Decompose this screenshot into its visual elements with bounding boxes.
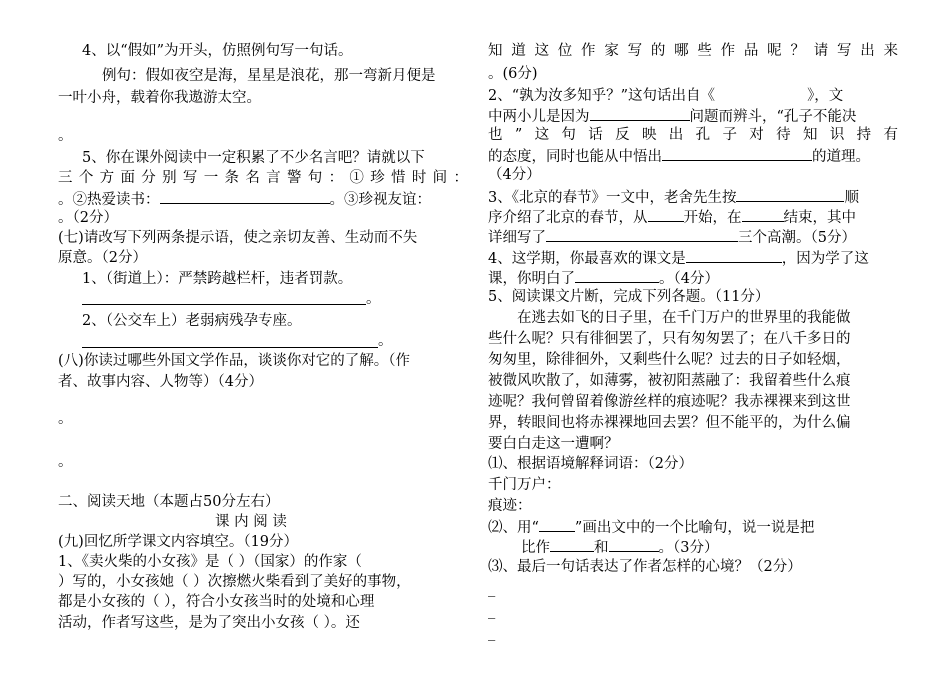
r-q5-sub2-and: 和 [594, 540, 609, 556]
q5-read-label: 。②热爱读书： [58, 192, 160, 208]
r-q3-from-label: 序介绍了北京的春节，从 [488, 210, 648, 226]
passage-line4: 被微风吹散了，如薄雾，被初阳蒸融了：我留着些什么痕 [488, 373, 851, 389]
r-q2-line1 [488, 86, 843, 105]
r-q5-sub3: ⑶、最后一句话表达了作者怎样的心境？（2分） [488, 559, 802, 575]
r-q3-detail-end: 三个高潮。（5分） [738, 230, 856, 246]
q5-title: 5、你在课外阅读中一定积累了不少名言吧？请就以下 [82, 150, 425, 166]
r-q2-line3: 也”这句话反映出孔子对待知识持有 [488, 127, 898, 143]
sec7-item1-rule[interactable] [82, 304, 366, 305]
passage-line6: 界，转眼间也将赤裸裸地回去罢？但不能平的，为什么偏 [488, 415, 851, 431]
sec7-title-cont: 原意。（2分） [58, 250, 147, 266]
r-q4-understood-blank[interactable] [575, 268, 659, 283]
r-q5-sub2-mark-blank [539, 517, 575, 532]
r-q5-sub3-answer3: _ [488, 625, 496, 641]
r-cont-line2: 。(6分) [488, 66, 538, 82]
q4-example-line2: 一叶小舟，载着你我遨游太空。 [58, 90, 261, 106]
passage-line2: 些什么呢？只有徘徊罢了，只有匆匆罢了；在八千多日的 [488, 331, 851, 347]
r-q4-favorite-blank[interactable] [686, 248, 782, 263]
q5-line2: 三个方面分别写一条名言警句：①珍惜时间： [58, 170, 468, 186]
q4-title: 4、以“假如”为开头，仿照例句写一句话。 [82, 43, 353, 59]
q4-example-line1: 例句：假如夜空是海，星星是浪花，那一弯新月便是 [102, 68, 436, 84]
r-q4-line2 [488, 268, 719, 288]
q4-answer-end: 。 [58, 128, 73, 144]
passage-line5: 迹呢？我何曾留着像游丝样的痕迹呢？我赤裸裸来到这世 [488, 394, 851, 410]
r-q3-end-text: 结束，其中 [783, 210, 856, 226]
r-q4-label: 4、这学期，你最喜欢的课文是 [488, 251, 686, 267]
sec9-q1-line1: 1、《卖火柴的小女孩》是（ ）（国家）的作家（ [58, 554, 362, 570]
r-q2-score: （4分） [488, 167, 541, 183]
r-q2-end: 的道理。 [812, 149, 870, 165]
r-q5-sub2-compare-label: 比作 [521, 540, 550, 556]
r-cont-line1: 知道这位作家写的哪些作品呢？请写出来 [488, 43, 898, 59]
r-q3-at-label: 开始，在 [683, 210, 742, 226]
r-q5-sub2-blank1[interactable] [550, 537, 594, 552]
sec7-item2-end: 。 [378, 333, 393, 349]
part2-title: 二、阅读天地（本题占50分左右） [58, 494, 280, 510]
r-q3-order-blank[interactable] [736, 187, 844, 202]
r-q4-score: 。（4分） [659, 271, 719, 287]
q5-read-blank[interactable] [160, 189, 330, 204]
sec9-q1-line2: ）写的，小女孩她（ ）次擦燃火柴看到了美好的事物， [58, 574, 411, 590]
r-q5-sub3-answer2: _ [488, 603, 496, 619]
r-q5-sub1: ⑴、根据语境解释词语：（2分） [488, 456, 693, 472]
r-q5-sub2-text: ”画出文中的一个比喻句，说一说是把 [574, 520, 815, 536]
r-q2-line4 [488, 146, 870, 166]
r-q5-sub2-line2 [521, 537, 718, 557]
r-q2-line2 [488, 106, 856, 126]
r-q3-start-blank[interactable] [648, 207, 684, 222]
r-q5-sub3-answer1: _ [488, 581, 496, 597]
r-q3-line1 [488, 187, 859, 207]
passage-line1: 在逃去如飞的日子里，在千门万户的世界里的我能做 [517, 310, 851, 326]
sec7-item1: 1、（街道上）：严禁跨越栏杆，违者罚款。 [82, 271, 353, 287]
r-q5-sub1-word1: 千门万户： [488, 477, 561, 493]
r-q3-end-blank[interactable] [742, 207, 784, 222]
r-q3-detail-blank[interactable] [546, 227, 738, 242]
r-q2-quote: 问题而辨斗，“孔子不能决 [689, 109, 857, 125]
sec8-title-cont: 者、故事内容、人物等）（4分） [58, 374, 263, 390]
r-q2-source-blank[interactable] [715, 86, 807, 100]
sec7-item2-rule[interactable] [82, 347, 378, 348]
sec9-q1-line4: 活动，作者写这些，是为了突出小女孩（ ）。还 [58, 615, 360, 631]
r-q2-reason-label: 中两小儿是因为 [488, 109, 590, 125]
r-q2-learn-label: 的态度，同时也能从中悟出 [488, 149, 662, 165]
passage-line3: 匆匆里，除徘徊外，又剩些什么呢？过去的日子如轻烟， [488, 352, 851, 368]
r-q4-understood-label: 课，你明白了 [488, 271, 575, 287]
sec8-answer-end2: 。 [58, 454, 73, 470]
r-q3-label: 3、《北京的春节》一文中，老舍先生按 [488, 190, 737, 206]
q5-friend-label: 。③珍视友谊： [329, 192, 431, 208]
r-q3-shun: 顺 [844, 190, 859, 206]
in-class-reading-heading: 课 内 阅 读 [215, 514, 287, 530]
q5-line3 [58, 189, 431, 209]
r-q5-sub2-blank2[interactable] [609, 537, 659, 552]
r-q3-line3 [488, 227, 856, 247]
r-q2-prefix: 2、“孰为汝多知乎？”这句话出自《 [488, 88, 716, 104]
r-q5-sub1-word2: 痕迹： [488, 498, 532, 514]
r-q5-title: 5、阅读课文片断，完成下列各题。（11分） [488, 289, 770, 305]
r-q5-sub2-score: 。（3分） [658, 540, 719, 556]
sec7-item1-end: 。 [366, 291, 381, 307]
r-q4-line1 [488, 248, 869, 268]
r-q3-line2 [488, 207, 856, 227]
sec9-q1-line3: 都是小女孩的（ ），符合小女孩当时的处境和心理 [58, 594, 375, 610]
r-q2-suffix: 》，文 [807, 88, 844, 104]
sec7-item2: 2、（公交车上）老弱病残孕专座。 [82, 313, 302, 329]
sec9-title: (九)回忆所学课文内容填空。（19分） [58, 534, 299, 550]
r-q2-reason-blank[interactable] [590, 106, 690, 121]
sec8-title: (八)你读过哪些外国文学作品，谈谈你对它的了解。（作 [58, 353, 411, 369]
q5-score: 。（2分） [58, 210, 118, 226]
passage-line7: 要白白走这一遭啊？ [488, 436, 619, 452]
r-q3-detail-label: 详细写了 [488, 230, 546, 246]
sec7-title: (七)请改写下列两条提示语，使之亲切友善、生动而不失 [58, 230, 418, 246]
r-q4-because: ，因为学了这 [781, 251, 869, 267]
r-q5-sub2-prefix: ⑵、用“ [488, 520, 539, 536]
r-q2-learn-blank[interactable] [662, 146, 812, 161]
r-q5-sub2-line1 [488, 517, 814, 537]
sec8-answer-end1: 。 [58, 411, 73, 427]
